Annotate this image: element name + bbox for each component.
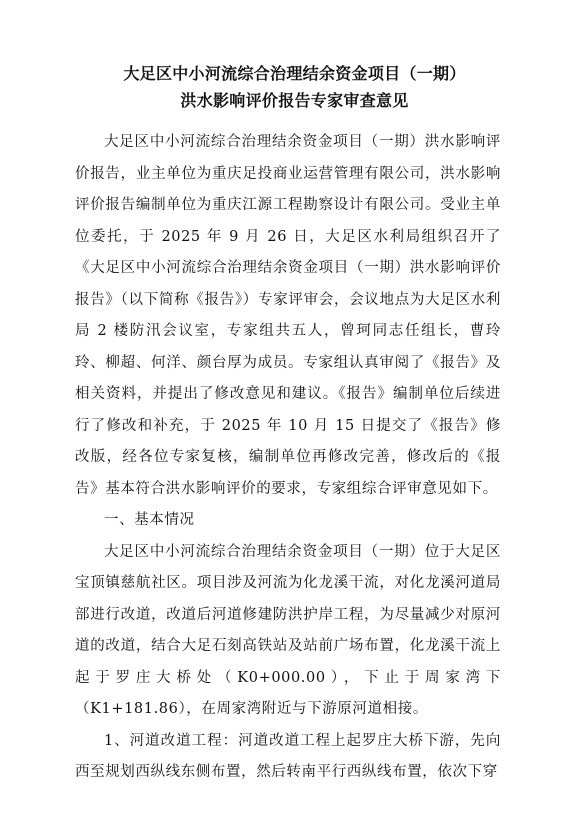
document-body <box>75 127 501 789</box>
paragraph-project-location: 大足区中小河流综合治理结余资金项目（一期）位于大足区宝顶镇慈航社区。项目涉及河流为化龙溪干流，对化龙溪河道局部进行改道，改道后河道修建防洪护岸工程，为尽量减少对原河道的改道，结合大足石刻高铁站及站前广场布置，化龙溪干流上起于罗庄大桥处（K0+000.00），下止于周家湾下（K1+181.86），在周家湾附近与下游原河道相接。 <box>75 543 501 717</box>
document-title-line-1: 大足区中小河流综合治理结余资金项目（一期） <box>123 64 466 83</box>
document-title-line-2: 洪水影响评价报告专家审查意见 <box>180 91 409 110</box>
paragraph-river-diversion: 1、河道改道工程：河道改道工程上起罗庄大桥下游，先向西至规划西纵线东侧布置，然后转南平行西纵线布置，依次下穿 <box>75 732 501 780</box>
section-heading-basic-info: 一、基本情况 <box>104 512 195 528</box>
paragraph-intro: 大足区中小河流综合治理结余资金项目（一期）洪水影响评价报告，业主单位为重庆足投商业运营管理有限公司，洪水影响评价报告编制单位为重庆江源工程勘察设计有限公司。受业主单位委托，于 2025 年 9 月 26 日，大足区水利局组织召开了《大足区中小河流综合治理结余资金项目（一期）洪水影响评价报告》（以下简称《报告》）专家评审会，会议地点为大足区水利局 2 楼防汛会议室，专家组共五人，曾珂同志任组长，曹玲玲、柳超、何洋、颜台厚为成员。专家组认真审阅了《报告》及相关资料，并提出了修改意见和建议。《报告》编制单位后续进行了修改和补充，于 2025 年 10 月 15 日提交了《报告》修改版，经各位专家复核，编制单位再修改完善，修改后的《报告》基本符合洪水影响评价的要求，专家组综合评审意见如下。 <box>75 134 501 497</box>
